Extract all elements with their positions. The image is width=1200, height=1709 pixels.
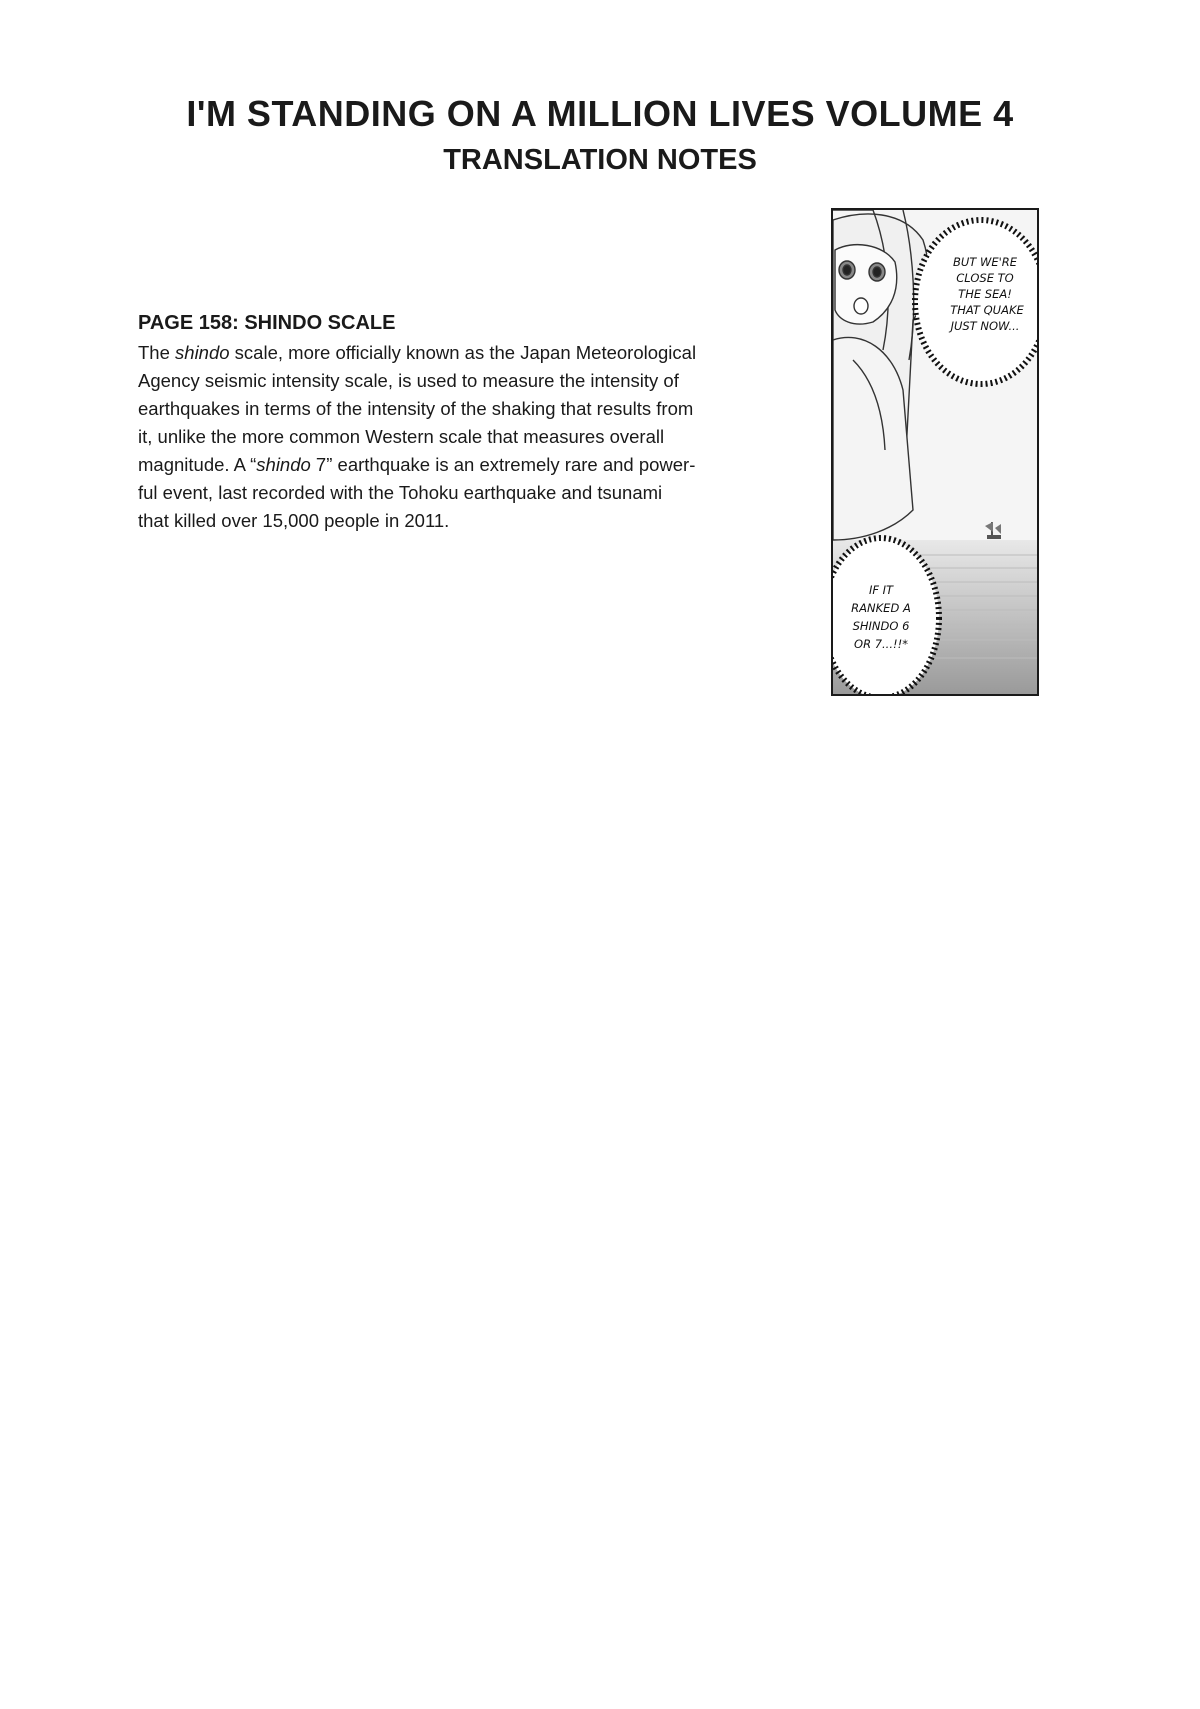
- note-line: Agency seismic intensity scale, is used to measure the intensity of: [138, 370, 679, 391]
- speech-line: IF IT: [868, 583, 894, 597]
- document-title: I'M STANDING ON A MILLION LIVES VOLUME 4: [186, 93, 1014, 134]
- note-line: that killed over 15,000 people in 2011.: [138, 510, 450, 531]
- speech-line: JUST NOW...: [950, 319, 1020, 333]
- note-line: earthquakes in terms of the intensity of the shaking that results from: [138, 398, 694, 419]
- note-line: magnitude. A “shindo 7” earthquake is an extremely rare and power-: [138, 454, 696, 475]
- note-heading: PAGE 158: SHINDO SCALE: [138, 312, 396, 334]
- manga-panel-illustration: [831, 208, 1039, 696]
- note-line: it, unlike the more common Western scale that measures overall: [138, 426, 665, 447]
- document-subtitle: TRANSLATION NOTES: [443, 144, 757, 176]
- speech-line: THE SEA!: [958, 287, 1012, 301]
- speech-line: SHINDO 6: [852, 619, 910, 633]
- speech-line: BUT WE'RE: [952, 255, 1018, 269]
- translation-note: [138, 309, 738, 535]
- manga-panel-art: [833, 210, 1037, 694]
- speech-line: THAT QUAKE: [950, 303, 1024, 317]
- note-line: ful event, last recorded with the Tohoku earthquake and tsunami: [138, 482, 663, 503]
- speech-line: RANKED A: [851, 601, 911, 615]
- speech-line: CLOSE TO: [956, 271, 1014, 285]
- note-line: The shindo scale, more officially known as the Japan Meteorological: [138, 342, 697, 363]
- note-body: [138, 339, 738, 535]
- speech-line: OR 7...!!*: [854, 637, 908, 651]
